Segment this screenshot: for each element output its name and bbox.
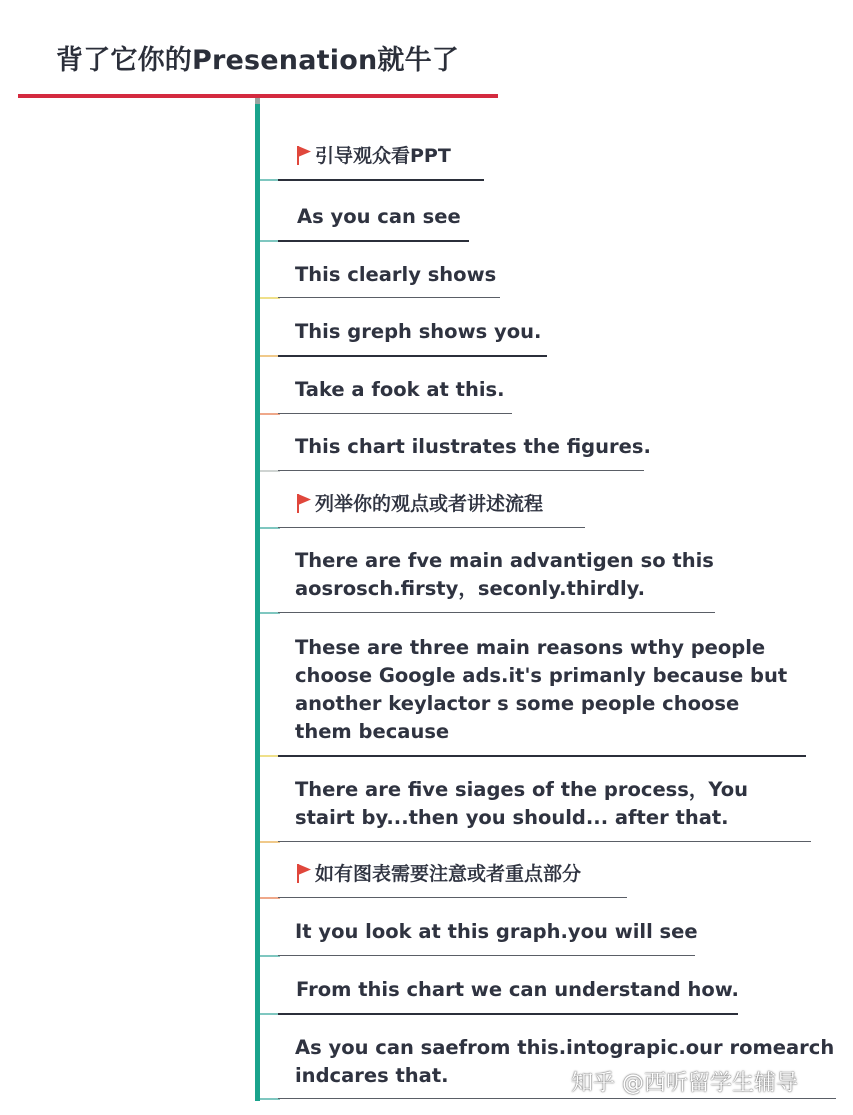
node-label	[296, 860, 581, 888]
node-label: There are five siages of the process，You stairt by...then you should... after that.	[295, 778, 749, 829]
node-label: These are three main reasons wthy people choose Google ads.it's primanly because but another keylactor s some people choose them because	[295, 636, 788, 743]
branch-connector	[260, 527, 280, 529]
node-label: As you can see	[297, 205, 461, 228]
branch-connector	[260, 297, 280, 299]
branch-connector	[260, 841, 280, 843]
red-flag-icon	[296, 145, 312, 165]
node-label: This chart ilustrates the figures.	[295, 435, 651, 458]
node-label: Take a fook at this.	[295, 378, 505, 401]
node-underline	[278, 527, 585, 528]
node-underline	[278, 897, 627, 898]
node-label	[296, 490, 543, 518]
timeline-spine	[255, 98, 260, 1101]
heading-text: 列举你的观点或者讲述流程	[315, 493, 544, 515]
node-underline	[278, 179, 484, 181]
node-label: It you look at this graph.you will see	[295, 920, 698, 943]
node-label: There are fve main advantigen so this aosrosch.firsty，seconly.thirdly.	[295, 549, 714, 600]
node-underline	[278, 297, 500, 298]
node-label: This clearly shows	[295, 263, 497, 286]
branch-connector	[260, 1098, 280, 1100]
node-label: This greph shows you.	[295, 320, 542, 343]
heading-text: 如有图表需要注意或者重点部分	[315, 863, 582, 885]
node-underline	[278, 755, 806, 757]
node-underline	[278, 413, 512, 414]
node-label: As you can saefrom this.intograpic.our romearch indcares that.	[295, 1036, 835, 1087]
branch-connector	[260, 897, 280, 899]
node-underline	[278, 955, 695, 956]
heading-text: 引导观众看PPT	[315, 145, 451, 167]
timeline-spine-cap	[255, 98, 260, 104]
node-underline	[278, 1013, 738, 1015]
branch-connector	[260, 355, 280, 357]
node-underline	[278, 612, 715, 613]
node-underline	[278, 355, 547, 357]
branch-connector	[260, 240, 280, 242]
branch-connector	[260, 1013, 280, 1015]
branch-connector	[260, 612, 280, 614]
branch-connector	[260, 179, 280, 181]
node-label	[296, 142, 451, 170]
node-underline	[278, 470, 644, 471]
node-label: From this chart we can understand how.	[296, 978, 739, 1001]
branch-connector	[260, 413, 280, 415]
branch-connector	[260, 470, 280, 472]
page-title: 背了它你的Presenation就牛了	[56, 45, 459, 76]
watermark: 知乎 @西听留学生辅导	[571, 1071, 798, 1096]
node-underline	[278, 1098, 836, 1099]
branch-connector	[260, 755, 280, 757]
branch-connector	[260, 955, 280, 957]
red-flag-icon	[296, 863, 312, 883]
node-underline	[278, 240, 469, 242]
red-flag-icon	[296, 493, 312, 513]
node-underline	[278, 841, 811, 842]
